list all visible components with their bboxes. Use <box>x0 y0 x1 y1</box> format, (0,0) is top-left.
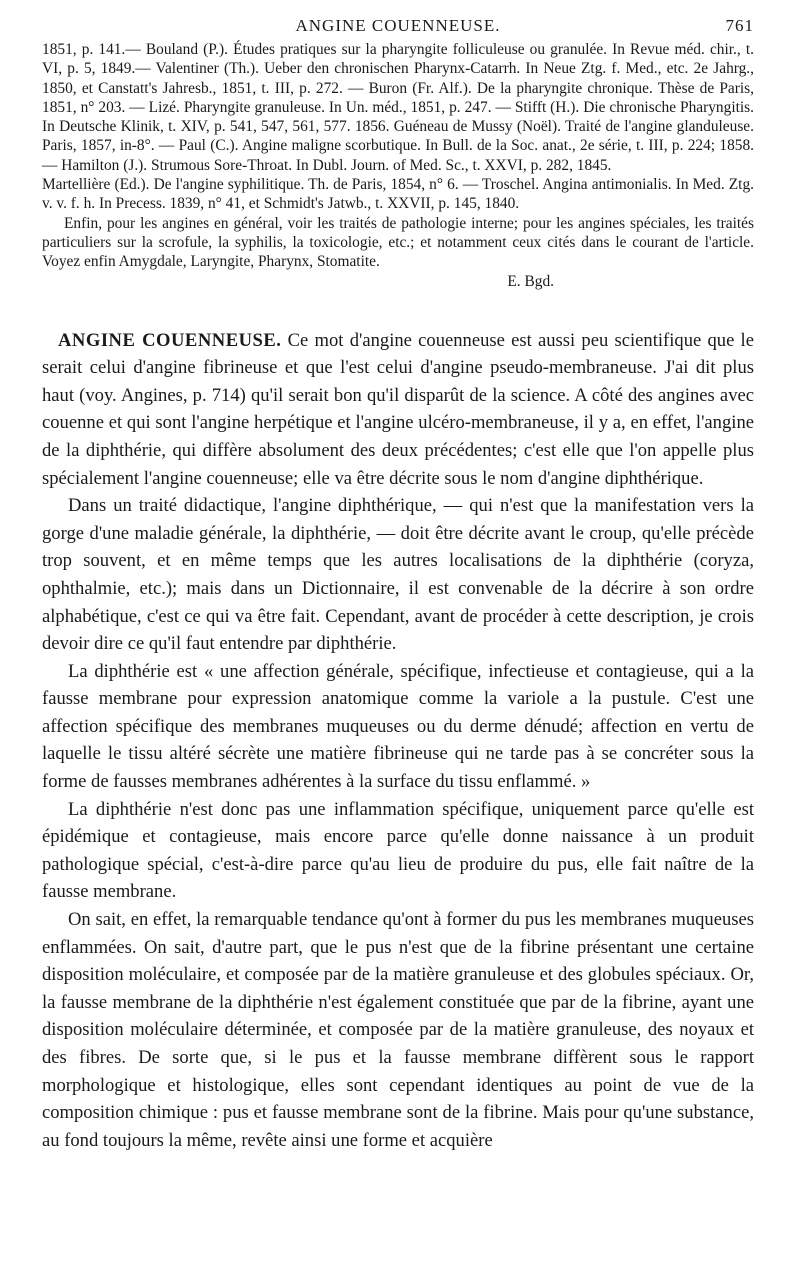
bibliography-section <box>42 40 754 272</box>
article-heading: ANGINE COUENNEUSE. <box>58 329 282 351</box>
paragraph-text: Ce mot d'angine couenneuse est aussi peu scientifique que le serait celui d'angine fibrineuse et que l'est celui d'angine pseudo-membraneuse. J'ai dit plus haut (voy. Angines, p. 714) qu'il serait bon qu'il disparût de la science. A côté des angines avec couenne et qui sont l'angine herpétique et l'angine ulcéro-membraneuse, il y a, en effet, l'angine de la diphthérie, qui diffère absolument des deux précédentes; c'est elle que l'on appelle plus spécialement l'angine couenneuse; elle va être décrite sous le nom d'angine diphthérique. <box>42 329 754 489</box>
article-paragraph: Dans un traité didactique, l'angine diphthérique, — qui n'est que la manifestation vers la gorge d'une maladie générale, la diphthérie, — doit être décrite avant le croup, qu'elle précède trop souvent, et en même temps que les autres localisations de la diphthérie (coryza, ophthalmie, etc.); mais dans un Dictionnaire, il est convenable de la décrire à son ordre alphabétique, c'est ce qui va être fait. Cependant, avant de procéder à cette description, je crois devoir dire ce qu'il faut entendre par diphthérie. <box>42 495 754 655</box>
article-paragraph: La diphthérie n'est donc pas une inflammation spécifique, uniquement parce qu'elle est épidémique et contagieuse, mais encore parce qu'elle donne naissance à un produit pathologique spécial, c'est-à-dire parce qu'au lieu de produire du pus, elle fait naître de la fausse membrane. <box>42 798 754 903</box>
page-number: 761 <box>725 16 754 35</box>
article-paragraph: La diphthérie est « une affection générale, spécifique, infectieuse et contagieuse, qui a la fausse membrane pour expression anatomique comme la variole a la pustule. C'est une affection spécifique des membranes muqueuses ou du derme dénudé; affection en vertu de laquelle le tissu altéré sécrète une matière fibrineuse qui ne tarde pas à se concréter sous la forme de fausses membranes adhérentes à la surface du tissu enflammé. » <box>42 660 754 793</box>
signature-line <box>42 272 754 291</box>
article-paragraph: On sait, en effet, la remarquable tendance qu'ont à former du pus les membranes muqueuses enflammées. On sait, d'autre part, que le pus n'est que de la fibrine présentant une certaine disposition moléculaire, et composée par de la matière granuleuse et des globules spéciaux. Or, la fausse membrane de la diphthérie n'est également constituée que par de la fibrine, ayant une disposition moléculaire déterminée, et composée par de la matière granuleuse, des noyaux et des fibres. De sorte que, si le pus et la fausse membrane diffèrent sous le rapport morphologique et histologique, elles sont cependant identiques au point de vue de la composition chimique : pus et fausse membrane sont de la fibrine. Mais pour qu'une substance, au fond toujours la même, revête ainsi une forme et acquière <box>42 909 754 1151</box>
author-signature: E. Bgd. <box>507 272 554 290</box>
article-body <box>42 327 754 1155</box>
bibliography-entry: Martellière (Ed.). De l'angine syphilitique. Th. de Paris, 1854, n° 6. — Troschel. Angina antimonialis. In Med. Ztg. v. v. f. h. In Precess. 1839, n° 41, et Schmidt's Jatwb., t. XXVII, p. 145, 1840. <box>42 176 754 213</box>
running-title: ANGINE COUENNEUSE. <box>295 16 501 35</box>
article-paragraph <box>42 327 754 493</box>
running-header <box>42 14 754 40</box>
page <box>42 14 754 1154</box>
closing-note: Enfin, pour les angines en général, voir les traités de pathologie interne; pour les angines spéciales, les traités particuliers sur la scrofule, la syphilis, la toxicologie, etc.; et notamment ceux cités dans le courant de l'article. Voyez enfin Amygdale, Laryngite, Pharynx, Stomatite. <box>42 214 754 271</box>
bibliography-entry: 1851, p. 141.— Bouland (P.). Études pratiques sur la pharyngite folliculeuse ou granulée. In Revue méd. chir., t. VI, p. 5, 1849.— Valentiner (Th.). Ueber den chronischen Pharynx-Catarrh. In Neue Ztg. f. Med., etc. 2e Jahrg., 1850, et Canstatt's Jahresb., 1851, t. III, p. 272. — Buron (Fr. Alf.). De la pharyngite chronique. Thèse de Paris, 1851, n° 203. — Lizé. Pharyngite granuleuse. In Un. méd., 1851, p. 247. — Stifft (H.). Die chronische Pharyngitis. In Deutsche Klinik, t. XIV, p. 541, 547, 561, 577. 1856. Guéneau de Mussy (Noël). Traité de l'angine glanduleuse. Paris, 1857, in-8°. — Paul (C.). Angine maligne scorbutique. In Bull. de la Soc. anat., 2e série, t. III, p. 224; 1858. — Hamilton (J.). Strumous Sore-Throat. In Dubl. Journ. of Med. Sc., t. XXVI, p. 282, 1845. <box>42 41 754 174</box>
